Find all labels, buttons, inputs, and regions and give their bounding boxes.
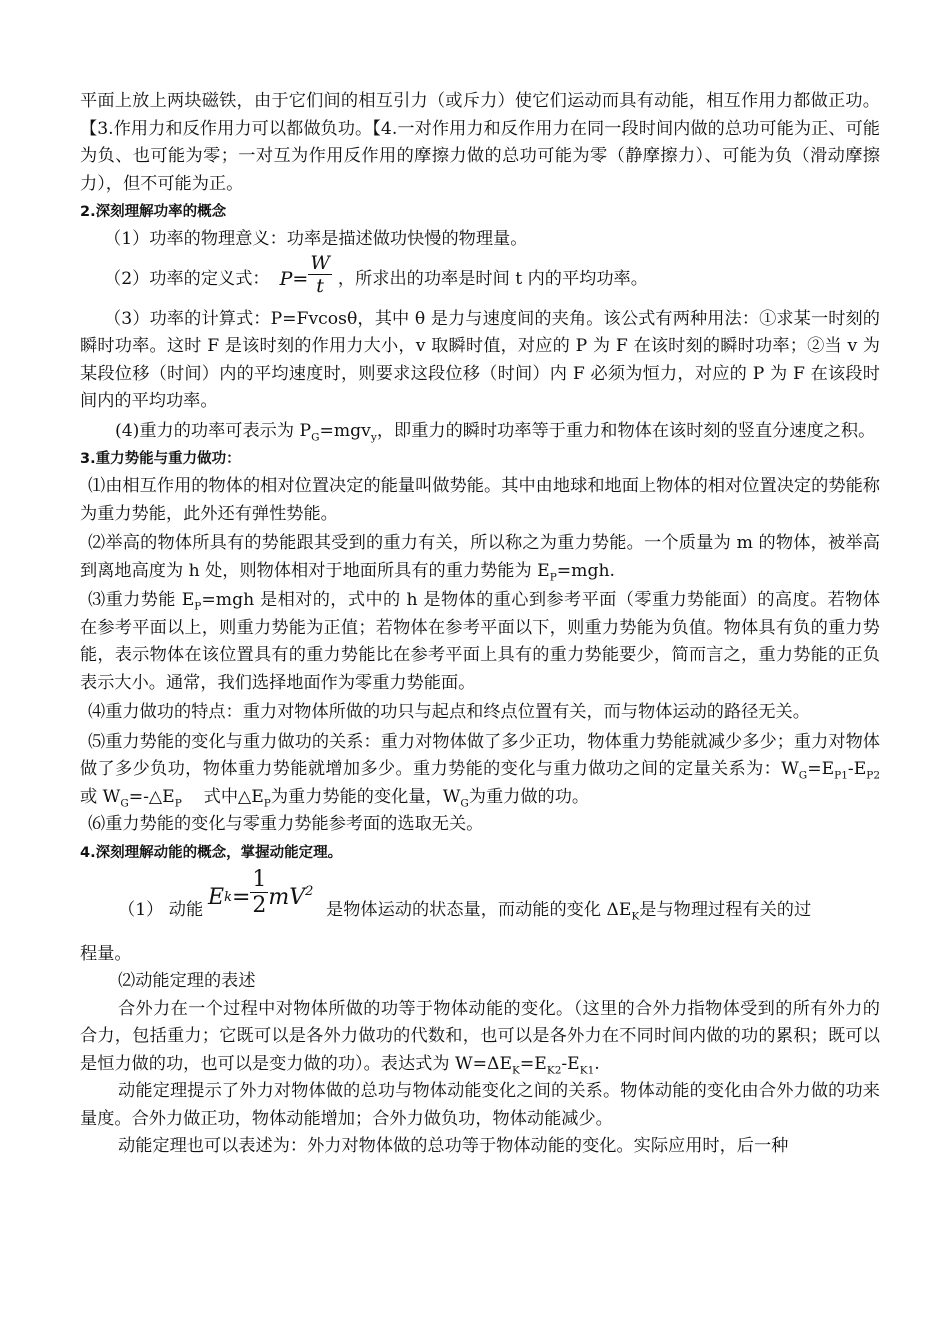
formula-fraction (308, 252, 332, 297)
power-definition-label: （2）功率的定义式： (104, 268, 270, 289)
kinetic-fraction: $\frac{1}{2}$ (252, 867, 267, 918)
potential-item-3: ⑶重力势能 $E_P=mgh$ 是相对的，式中的 h 是物体的重心到参考平面（零重力势能面）的高度。若物体在参考平面以上，则重力势能为正值；若物体在参考平面以下，则重力势能为负值。物体具有负的重力势能，表示物体在该位置具有的重力势能比在参考平面上具有的重力势能要少，简而言之，重力势能的正负表示大小。通常，我们选择地面作为零重力势能面。 (80, 590, 881, 693)
power-definition-note: ，所求出的功率是时间 t 内的平均功率。 (337, 268, 648, 289)
potential-item-5: ⑸重力势能的变化与重力做功的关系：重力对物体做了多少正功，物体重力势能就减少多少；重力对物体做了多少负功，物体重力势能就增加多少。重力势能的变化与重力做功之间的定量关系为：$W_G=E_{P1}-E_{P2}$或 $W_G=-\triangle E_P$ 式中$\triangle E_P$为重力势能的变化量，$W_G$为重力做的功。 (80, 731, 880, 809)
potential-item-2: ⑵举高的物体所具有的势能跟其受到的重力有关，所以称之为重力势能。一个质量为 m 的物体，被举高到离地高度为 h 处，则物体相对于地面所具有的重力势能为 $E_P=mgh$. (80, 533, 880, 583)
kinetic-energy-row (80, 867, 880, 941)
fraction-denominator: t (316, 275, 324, 297)
kinetic-energy-note: 是物体运动的状态量，而动能的变化 $\Delta E_K$是与物理过程有关的过 (326, 899, 812, 922)
power-definition-row (80, 254, 880, 306)
power-calculation: （3）功率的计算式：P=Fvcosθ，其中 θ 是力与速度间的夹角。该公式有两种用法：①求某一时刻的瞬时功率。这时 F 是该时刻的作用力大小，v 取瞬时值，对应的 P 为 F 在该时刻的瞬时功率；②当 v 为某段位移（时间）内的平均速度时，则要求这段位移（时间）内 F 必须为恒力，对应的 P 为 F 在该段时间内的平均功率。 (80, 308, 880, 411)
section-heading-power: 2.深刻理解功率的概念 (80, 204, 227, 220)
theorem-alt-statement: 动能定理也可以表述为：外力对物体做的总功等于物体动能的变化。实际应用时，后一种 (118, 1136, 789, 1156)
formula-lhs: P= (279, 267, 309, 290)
section-heading-potential: 3.重力势能与重力做功： (80, 451, 241, 467)
section-heading-kinetic: 4.深刻理解动能的概念，掌握动能定理。 (80, 844, 343, 861)
potential-item-6: ⑹重力势能的变化与零重力势能参考面的选取无关。 (88, 814, 484, 834)
theorem-heading: ⑵动能定理的表述 (118, 971, 256, 991)
power-formula (279, 252, 332, 302)
document-page (80, 88, 880, 1161)
kinetic-energy-label: （1） 动能 (118, 899, 204, 920)
potential-item-4: ⑷重力做功的特点：重力对物体所做的功只与起点和终点位置有关，而与物体运动的路径无关。 (88, 702, 810, 722)
power-meaning: （1）功率的物理意义：功率是描述做功快慢的物理量。 (104, 229, 528, 249)
gravity-power: (4)重力的功率可表示为 $P_G=mgv_y$，即重力的瞬时功率等于重力和物体在该时刻的竖直分速度之积。 (115, 420, 876, 443)
kinetic-energy-formula: E k = $\frac{1}{2}$ mV $^2$ (208, 867, 314, 918)
theorem-statement: 合外力在一个过程中对物体所做的功等于物体动能的变化。（这里的合外力指物体受到的所有外力的合力，包括重力；它既可以是各外力做功的代数和，也可以是各外力在不同时间内做的功的累积；既可以是恒力做的功，也可以是变力做的功）。表达式为 $W=\Delta E_K=E_{K2}-E_{K1}$. (80, 998, 880, 1076)
fraction-numerator: W (310, 252, 330, 274)
potential-item-1: ⑴由相互作用的物体的相对位置决定的能量叫做势能。其中由地球和地面上物体的相对位置决定的势能称为重力势能，此外还有弹性势能。 (80, 476, 880, 524)
theorem-explanation: 动能定理提示了外力对物体做的总功与物体动能变化之间的关系。物体动能的变化由合外力做的功来量度。合外力做正功，物体动能增加；合外力做负功，物体动能减少。 (80, 1081, 880, 1129)
kinetic-energy-note-tail: 程量。 (80, 943, 132, 964)
intro-paragraph: 平面上放上两块磁铁，由于它们间的相互引力（或斥力）使它们运动而具有动能，相互作用力都做正功。【3.作用力和反作用力可以都做负功。【4.一对作用力和反作用力在同一段时间内做的总功可能为正、可能为负、也可能为零；一对互为作用反作用的摩擦力做的总功可能为零（静摩擦力）、可能为负（滑动摩擦力），但不可能为正。 (80, 91, 880, 194)
